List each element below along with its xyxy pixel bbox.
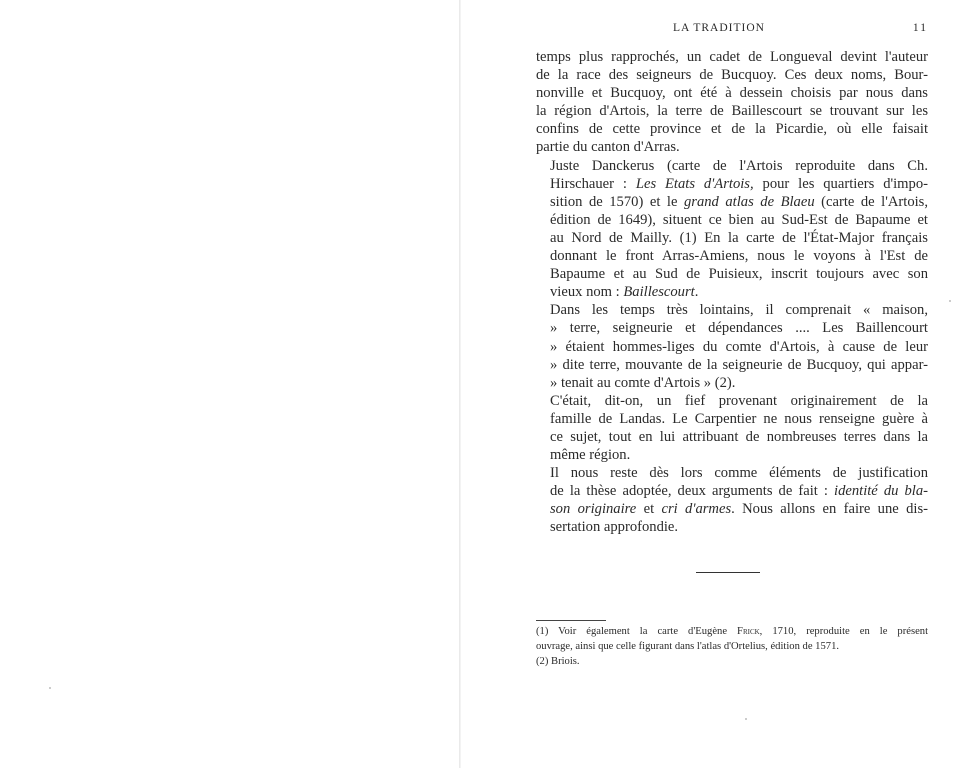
paper-speck: [949, 300, 951, 302]
paragraph: [536, 464, 928, 536]
text-line: confins de cette province et de la Picardie, où elle faisait: [536, 121, 928, 138]
footnote: [536, 624, 928, 654]
text-line: édition de 1649), situent ce bien au Sud-Est de Bapaume et: [550, 211, 928, 228]
text-line: » dite terre, mouvante de la seigneurie de Bucquoy, qui appar-: [550, 356, 928, 373]
footnote: [536, 654, 928, 669]
footnote-rule: [536, 620, 606, 621]
paper-speck: [745, 718, 747, 720]
text-line: Juste Danckerus (carte de l'Artois reproduite dans Ch.: [550, 157, 928, 174]
text-line: sertation approfondie.: [550, 519, 679, 536]
page-gutter: [459, 0, 461, 768]
text-line: partie du canton d'Arras.: [536, 139, 680, 156]
running-head: [536, 22, 928, 40]
text-line: temps plus rapprochés, un cadet de Longueval devint l'auteur: [536, 49, 928, 65]
page-number: 11: [912, 22, 928, 34]
text-line: » terre, seigneurie et dépendances .... Les Baillencourt: [550, 320, 928, 337]
text-line: nonville et Bucquoy, ont été à dessein choisis par nous dans: [536, 85, 928, 102]
text-line: ce sujet, tout en lui attribuant de nombreuses terres dans la: [550, 428, 928, 445]
text-line: donnant le front Arras-Amiens, nous le voyons à l'Est de: [550, 248, 928, 265]
text-line: vieux nom : Baillescourt.: [550, 284, 699, 301]
footnotes: [536, 624, 928, 670]
text-line: Il nous reste dès lors comme éléments de justification: [550, 465, 928, 482]
footnote-line: (1) Voir également la carte d'Eugène Frick, 1710, reproduite en le présent: [536, 626, 929, 637]
text-line: sition de 1570) et le grand atlas de Blaeu (carte de l'Artois,: [550, 193, 929, 210]
text-line: au Nord de Mailly. (1) En la carte de l'État-Major français: [550, 229, 928, 246]
footnote-line: (2) Briois.: [536, 656, 580, 668]
text-line: la région d'Artois, la terre de Baillescourt se trouvant sur les: [536, 103, 928, 120]
text-line: de la race des seigneurs de Bucquoy. Ces deux noms, Bour-: [536, 67, 928, 84]
running-head-title: LA TRADITION: [673, 22, 765, 34]
paragraph: [536, 48, 928, 157]
footnote-line: ouvrage, ainsi que celle figurant dans l'atlas d'Ortelius, édition de 1571.: [536, 641, 840, 653]
text-line: » tenait au comte d'Artois » (2).: [550, 374, 736, 391]
text-line: Dans les temps très lointains, il comprenait « maison,: [550, 302, 928, 319]
text-line: Bapaume et au Sud de Puisieux, inscrit toujours avec son: [550, 266, 928, 283]
text-line: de la thèse adoptée, deux arguments de fait : identité du bla-: [550, 483, 928, 500]
text-line: famille de Landas. Le Carpentier ne nous renseigne guère à: [550, 410, 928, 427]
paragraph: [536, 392, 928, 464]
paragraph: [536, 301, 928, 391]
text-line: son originaire et cri d'armes. Nous allons en faire une dis-: [550, 501, 928, 518]
text-line: même région.: [550, 447, 631, 464]
paragraph: [536, 157, 928, 302]
body-text: [536, 48, 928, 537]
text-line: Hirschauer : Les Etats d'Artois, pour les quartiers d'impo-: [550, 175, 928, 192]
text-line: » étaient hommes-liges du comte d'Artois, à cause de leur: [550, 338, 928, 355]
paper-speck: [49, 687, 51, 689]
section-rule: [696, 572, 760, 573]
text-line: C'était, dit-on, un fief provenant originairement de la: [550, 392, 928, 409]
